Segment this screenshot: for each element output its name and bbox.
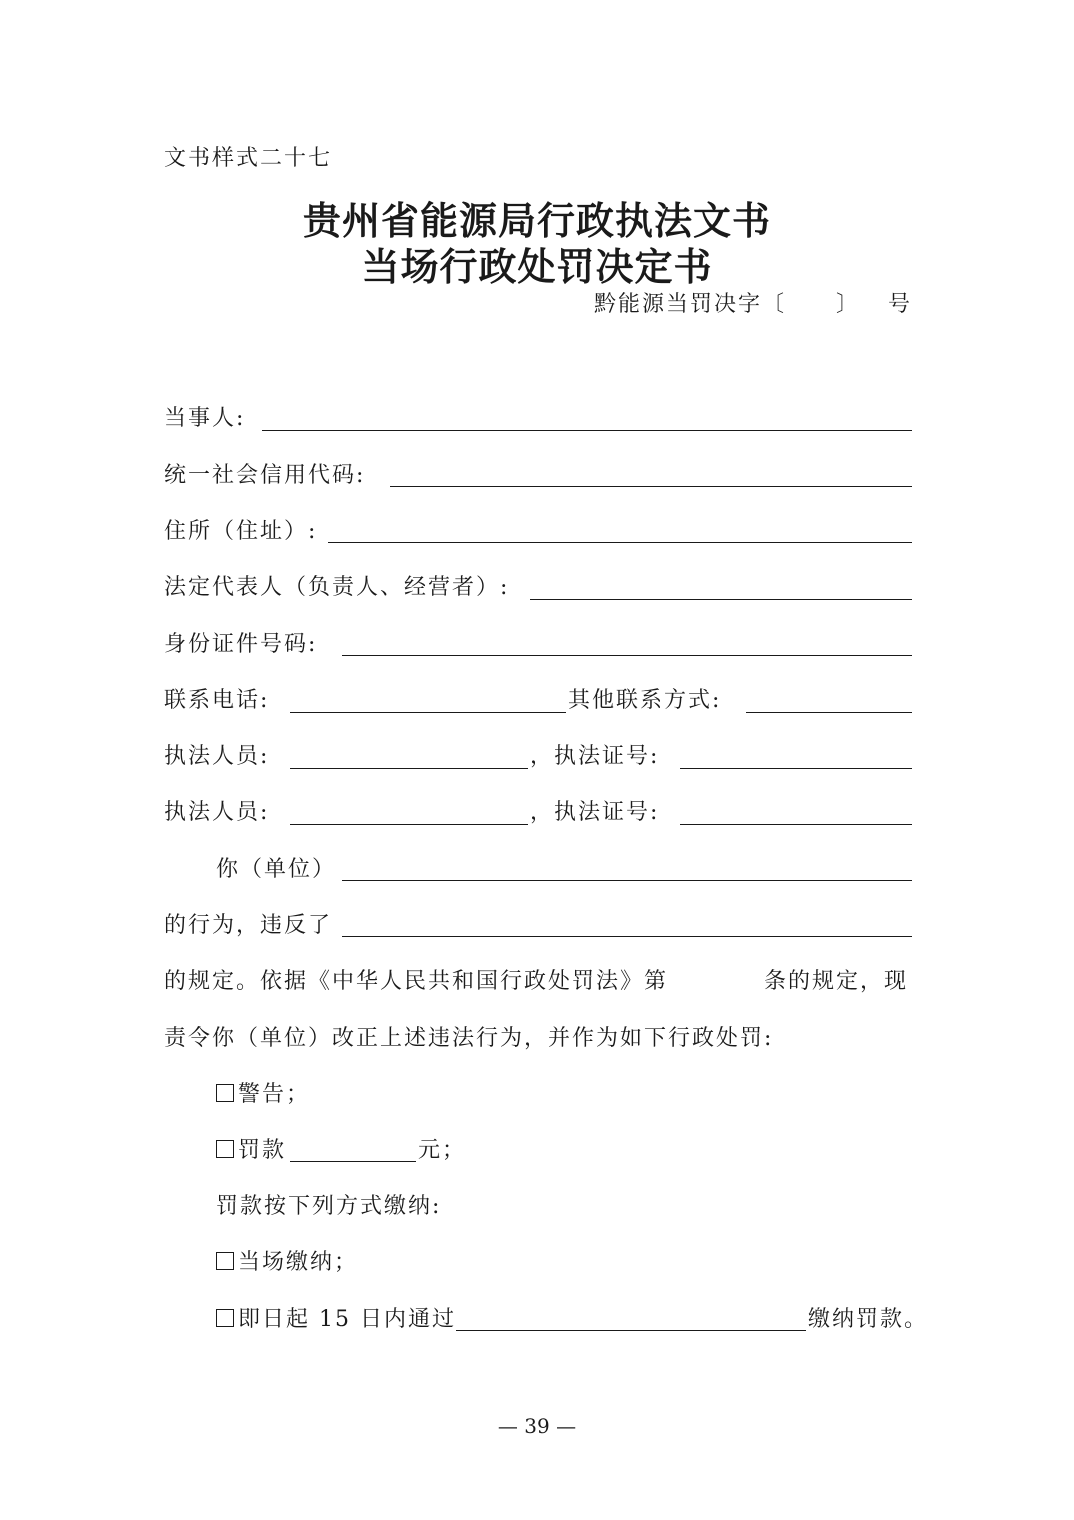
officer2-label: 执法人员: bbox=[164, 800, 270, 825]
address-label: 住所（住址）: bbox=[164, 519, 318, 544]
document-title: 贵州省能源局行政执法文书 bbox=[302, 198, 771, 243]
pay-onsite-label: 当场缴纳； bbox=[238, 1250, 359, 1275]
address-field[interactable] bbox=[328, 542, 912, 543]
warning-checkbox[interactable] bbox=[216, 1084, 234, 1102]
legal-rep-field[interactable] bbox=[530, 599, 912, 600]
fine-label: 罚款 bbox=[238, 1138, 287, 1163]
document-subtitle: 当场行政处罚决定书 bbox=[361, 244, 713, 289]
party-label: 当事人: bbox=[164, 406, 246, 431]
fine-unit: 元； bbox=[418, 1138, 467, 1163]
legal-rep-label: 法定代表人（负责人、经营者）: bbox=[164, 575, 510, 600]
id-number-label: 身份证件号码: bbox=[164, 632, 318, 657]
credit-code-label: 统一社会信用代码: bbox=[164, 463, 366, 488]
pay-15-checkbox[interactable] bbox=[216, 1309, 234, 1327]
rule-text-a: 的规定。依据《中华人民共和国行政处罚法》第 bbox=[164, 969, 669, 994]
option-fine[interactable] bbox=[216, 1140, 286, 1162]
option-pay-15-days[interactable] bbox=[216, 1309, 456, 1331]
form-number: 文书样式二十七 bbox=[164, 146, 333, 171]
phone-label: 联系电话: bbox=[164, 688, 270, 713]
credit-code-field[interactable] bbox=[390, 486, 912, 487]
id-number-field[interactable] bbox=[342, 655, 912, 656]
option-warning[interactable] bbox=[216, 1084, 310, 1106]
order-text: 责令你（单位）改正上述违法行为，并作为如下行政处罚: bbox=[164, 1026, 774, 1051]
cert1-label: ，执法证号: bbox=[530, 744, 660, 769]
phone-field[interactable] bbox=[290, 712, 566, 713]
other-contact-field[interactable] bbox=[746, 712, 912, 713]
pay-methods-label: 罚款按下列方式缴纳: bbox=[216, 1194, 442, 1219]
rule-text-b: 条的规定，现 bbox=[764, 969, 909, 994]
you-unit-label: 你（单位） bbox=[216, 857, 337, 882]
officer2-field[interactable] bbox=[290, 824, 528, 825]
officer1-field[interactable] bbox=[290, 768, 528, 769]
cert2-field[interactable] bbox=[680, 824, 912, 825]
pay-onsite-checkbox[interactable] bbox=[216, 1252, 234, 1270]
pay-15-label: 即日起 15 日内通过 bbox=[238, 1307, 456, 1332]
fine-amount-field[interactable] bbox=[290, 1161, 416, 1162]
option-pay-onsite[interactable] bbox=[216, 1252, 358, 1274]
fine-checkbox[interactable] bbox=[216, 1140, 234, 1158]
page-number: — 39 — bbox=[497, 1414, 577, 1438]
payment-channel-field[interactable] bbox=[456, 1330, 806, 1331]
other-contact-label: 其他联系方式: bbox=[568, 688, 722, 713]
officer1-label: 执法人员: bbox=[164, 744, 270, 769]
cert1-field[interactable] bbox=[680, 768, 912, 769]
party-field[interactable] bbox=[262, 430, 912, 431]
violated-rule-field[interactable] bbox=[342, 936, 912, 937]
pay-15-suffix: 缴纳罚款。 bbox=[808, 1307, 929, 1332]
cert2-label: ，执法证号: bbox=[530, 800, 660, 825]
warning-label: 警告； bbox=[238, 1082, 311, 1107]
violation-act-field[interactable] bbox=[342, 880, 912, 881]
violated-label: 的行为，违反了 bbox=[164, 913, 333, 938]
doc-number-bracket-close: 〕 bbox=[836, 292, 861, 317]
doc-number-prefix: 黔能源当罚决字〔 bbox=[594, 292, 787, 317]
doc-number-suffix: 号 bbox=[888, 292, 913, 317]
